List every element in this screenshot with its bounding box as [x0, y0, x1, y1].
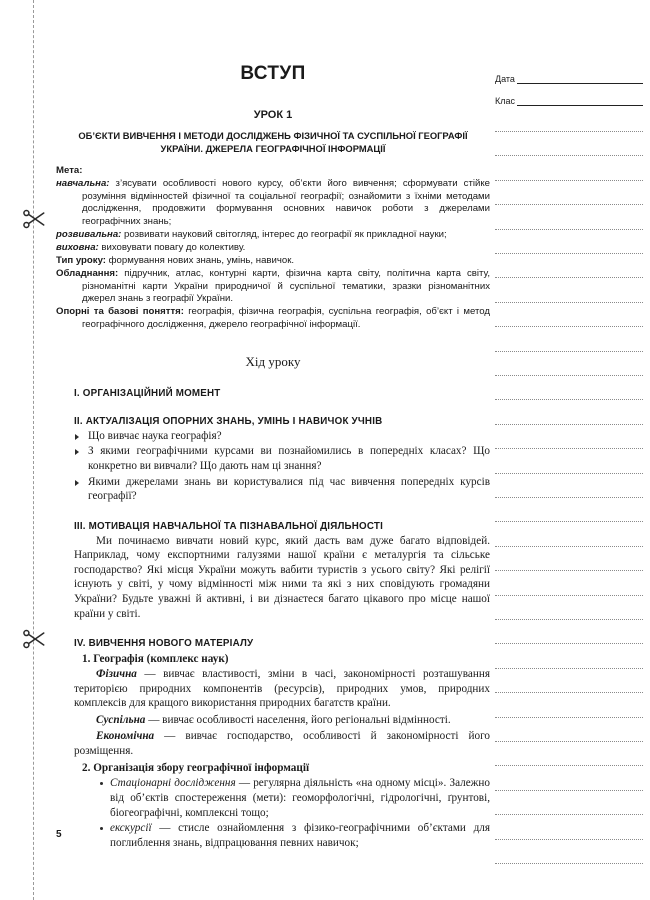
ruled-line[interactable]	[495, 473, 643, 474]
ruled-line[interactable]	[495, 351, 643, 352]
ruled-line[interactable]	[495, 302, 643, 303]
class-field[interactable]	[495, 96, 643, 106]
equipment-label: Обладнання:	[56, 267, 119, 279]
aim-vyhovna-text: виховувати повагу до колективу.	[98, 242, 246, 253]
ruled-line[interactable]	[495, 253, 643, 254]
term-excursion: екскурсії	[110, 822, 152, 835]
aim-rozvyvalna-text: розвивати науковий світогляд, інтерес до географії як прикладної науки;	[121, 229, 447, 241]
page-title: ВСТУП	[240, 63, 306, 84]
term-physical-text: — вивчає властивості, зміни в часі, закономірності розташування територією природних компонентів (ресурсів), природних умов, природних комплексів для кращого використання природних багатств країни.	[74, 668, 490, 710]
ruled-line[interactable]	[495, 717, 643, 718]
aim-rozvyvalna-label: розвивальна:	[56, 229, 122, 241]
notes-column	[495, 0, 643, 900]
ruled-line[interactable]	[495, 204, 643, 205]
cut-line	[33, 0, 34, 900]
section-heading-i: I. ОРГАНІЗАЦІЙНИЙ МОМЕНТ	[74, 387, 221, 399]
equipment	[56, 268, 490, 307]
ruled-line[interactable]	[495, 375, 643, 376]
ruled-line[interactable]	[495, 839, 643, 840]
class-label: Клас	[495, 96, 515, 106]
list-item: Що вивчає наука географія?	[74, 429, 490, 444]
equipment-text: підручник, атлас, контурні карти, фізична карта світу, політична карта світу, різноманітні карти України природничої й суспільної тематики, зразки різноманітних джерел знань з географії України.	[82, 267, 490, 305]
aim-navchalna-label: навчальна:	[56, 177, 110, 189]
topic-2-heading: 2. Організація збору географічної інформації	[82, 762, 310, 775]
section-heading-ii: II. АКТУАЛІЗАЦІЯ ОПОРНИХ ЗНАНЬ, УМІНЬ І НАВИЧОК УЧНІВ	[74, 415, 383, 427]
ruled-line[interactable]	[495, 497, 643, 498]
concepts-text: географія, фізична географія, суспільна географія, об’єкт і метод географічного дослідження, джерело географічної інформації.	[82, 306, 490, 331]
aim-vyhovna	[56, 242, 490, 255]
lesson-type-text: формування нових знань, умінь, навичок.	[106, 254, 295, 266]
ruled-line[interactable]	[495, 448, 643, 449]
page-number: 5	[56, 829, 62, 840]
lesson-body	[56, 388, 490, 850]
lesson-title: ОБ’ЄКТИ ВИВЧЕННЯ І МЕТОДИ ДОСЛІДЖЕНЬ ФІЗИЧНОЇ ТА СУСПІЛЬНОЇ ГЕОГРАФІЇ УКРАЇНИ. ДЖЕРЕЛА ГЕОГРАФІЧНОЇ ІНФОРМАЦІЇ	[78, 130, 468, 154]
ruled-line[interactable]	[495, 595, 643, 596]
aims-block	[56, 165, 490, 332]
ruled-line[interactable]	[495, 229, 643, 230]
ruled-line[interactable]	[495, 155, 643, 156]
ruled-line[interactable]	[495, 668, 643, 669]
ruled-line[interactable]	[495, 790, 643, 791]
term-economic-text: — вивчає господарство, особливості й закономірності його розміщення.	[74, 730, 490, 757]
ruled-line[interactable]	[495, 741, 643, 742]
aims-heading	[56, 165, 490, 178]
ruled-line[interactable]	[495, 424, 643, 425]
topic-1-paragraph-economic	[56, 729, 490, 758]
ruled-line[interactable]	[495, 180, 643, 181]
term-excursion-text: — стисле ознайомлення з фізико-географічними об’єктами для поглиблення знань, відпрацювання певних навичок;	[110, 822, 490, 849]
actualization-question-list	[56, 429, 490, 504]
lesson-sheet	[56, 0, 490, 900]
ruled-line[interactable]	[495, 131, 643, 132]
aim-navchalna	[56, 178, 490, 229]
aim-vyhovna-label: виховна:	[56, 242, 99, 253]
term-stationary: Стаціонарні дослідження	[110, 777, 236, 790]
lesson-type	[56, 255, 490, 268]
term-economic: Економічна	[96, 730, 155, 743]
scissors-icon	[21, 626, 47, 652]
aim-navchalna-text: з’ясувати особливості нового курсу, об’єкти його вивчення; сформувати стійке розуміння відмінностей фізичної та соціальної географії; ознайомити з їхніми методами дослідження, продовжити формування основних навичок роботи з джерелами географічних знань;	[82, 177, 490, 228]
date-label: Дата	[495, 74, 515, 84]
term-stationary-text: — регулярна діяльність «на одному місці». Залежно від об’єктів спостереження (мети): геоморфологічні, гідрологічні, ґрунтові, біогеографічні, комплексні тощо;	[110, 777, 490, 819]
lesson-number: УРОК 1	[253, 109, 293, 121]
term-social-text: — вивчає особливості населення, його регіональні відмінності.	[145, 713, 451, 726]
list-item	[96, 821, 490, 850]
section-heading-iv: IV. ВИВЧЕННЯ НОВОГО МАТЕРІАЛУ	[74, 638, 254, 650]
ruled-line[interactable]	[495, 399, 643, 400]
ruled-line[interactable]	[495, 765, 643, 766]
aims-heading-label: Мета:	[56, 164, 83, 176]
term-physical: Фізична	[96, 668, 137, 681]
term-social: Суспільна	[96, 713, 146, 726]
aim-rozvyvalna	[56, 229, 490, 242]
ruled-line[interactable]	[495, 277, 643, 278]
ruled-line[interactable]	[495, 570, 643, 571]
ruled-line[interactable]	[495, 546, 643, 547]
ruled-line[interactable]	[495, 326, 643, 327]
date-write-line[interactable]	[517, 74, 643, 84]
ruled-line[interactable]	[495, 619, 643, 620]
ruled-line[interactable]	[495, 863, 643, 864]
topic-1-paragraph-social	[56, 713, 490, 728]
scissors-icon	[21, 206, 47, 232]
list-item	[96, 776, 490, 820]
section-heading-iii: III. МОТИВАЦІЯ НАВЧАЛЬНОЇ ТА ПІЗНАВАЛЬНОЇ ДІЯЛЬНОСТІ	[74, 520, 384, 532]
concepts-label: Опорні та базові поняття:	[56, 306, 184, 318]
date-field[interactable]	[495, 74, 643, 84]
list-item: З якими географічними курсами ви познайомились в попередніх класах? Що конкретно ви вивчали? Що дають нам ці знання?	[74, 444, 490, 473]
lesson-type-label: Тип уроку:	[56, 254, 106, 266]
motivation-paragraph: Ми починаємо вивчати новий курс, який дасть вам дуже багато відповідей. Наприклад, чому експортними галузями нашої країни є металургія та сільське господарство? Які місця України можуть вабити туристів з усього світу? Які релігії існують у світі, у чому відмінності між ними та які з них сповідують громадяни України? Будьте уважні й активні, і ви дізнаєтеся багато цікавого про місце нашої країни у світі.	[74, 534, 490, 620]
ruled-line[interactable]	[495, 814, 643, 815]
information-methods-list	[56, 776, 490, 850]
class-write-line[interactable]	[517, 96, 643, 106]
course-heading: Хід уроку	[245, 353, 301, 369]
ruled-line[interactable]	[495, 692, 643, 693]
concepts	[56, 306, 490, 332]
topic-1-heading: 1. Географія (комплекс наук)	[82, 653, 229, 666]
topic-1-paragraph-physical	[56, 667, 490, 711]
ruled-line[interactable]	[495, 643, 643, 644]
list-item: Якими джерелами знань ви користувалися під час вивчення попередніх курсів географії?	[74, 475, 490, 504]
ruled-line[interactable]	[495, 521, 643, 522]
